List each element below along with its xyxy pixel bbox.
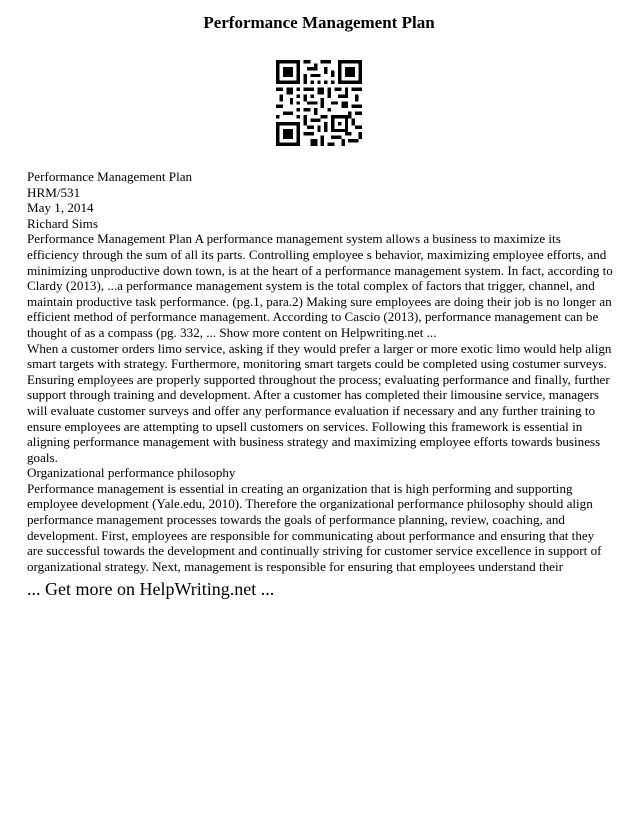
- body-paragraph: When a customer orders limo service, asking if they would prefer a larger or more exotic limo would help align smart targets with strategy. Furthermore, monitoring smart targets could be completed using costumer surveys. Ensuring employees are properly supported throughout the process; evaluating performance and finally, further support through training and development. After a customer has completed their limousine service, managers will evaluate customer surveys and offer any performance evaluation if necessary and any further training to ensure employees are attempting to upsell customers on services. Following this framework is essential in aligning performance management with business strategy and maximizing employee efforts towards business goals.: [27, 340, 612, 465]
- body-paragraph: Performance Management Plan A performance management system allows a business to maximize its efficiency through the sum of all its parts. Controlling employee s behavior, maximizing employee efforts, and minimizing unproductive down town, is at the heart of a performance management system. In fact, according to Clardy (2013), ...a performance management system is the total complex of factors that trigger, channel, and maintain productive task performance. (pg.1, para.2) Making sure employees are doing their job is no longer an efficient method of performance management. According to Cascio (2013), performance management can be thought of as a compass (pg. 332, ... Show more content on Helpwriting.net ...: [27, 231, 613, 340]
- document-title: Performance Management Plan: [203, 13, 435, 32]
- qr-code: [276, 60, 362, 146]
- document-body: [27, 169, 613, 574]
- author-name: Richard Sims: [27, 215, 98, 231]
- get-more-link[interactable]: ... Get more on HelpWriting.net ...: [27, 579, 275, 599]
- body-paragraph: Performance management is essential in creating an organization that is high performing and supporting employee development (Yale.edu, 2010). Therefore the organizational performance philosophy should align performance management processes towards the goals of performance planning, review, coaching, and development. First, employees are responsible for communicating about performance and ensuring that they are successful towards the development and continually striving for customer service excellence in support of organizational strategy. Next, management is responsible for ensuring that employees understand their: [27, 480, 602, 574]
- doc-title-line: Performance Management Plan: [27, 169, 193, 184]
- section-heading: Organizational performance philosophy: [27, 465, 236, 481]
- course-code: HRM/531: [27, 184, 81, 200]
- doc-date: May 1, 2014: [27, 200, 94, 216]
